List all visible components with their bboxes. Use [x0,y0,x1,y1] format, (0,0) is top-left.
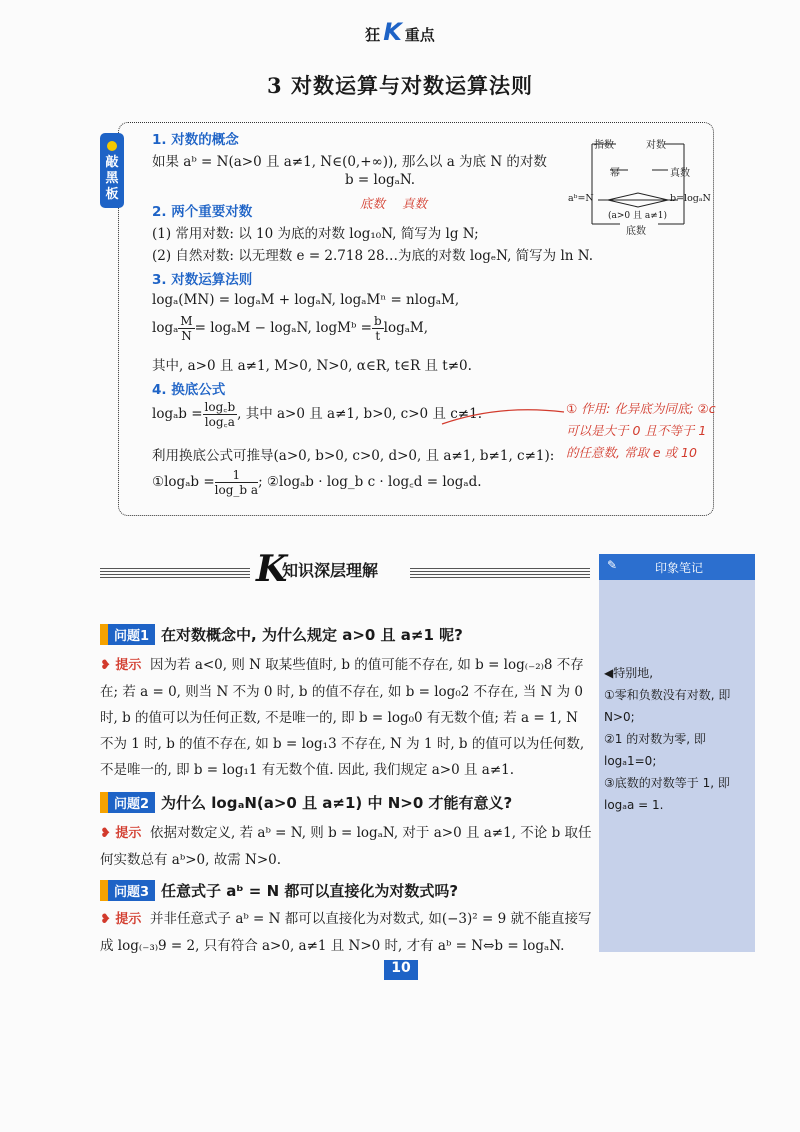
diagram-condition: (a>0 且 a≠1) [608,211,668,221]
tip-label: 提示 [115,912,142,927]
tip-label: 提示 [115,658,142,673]
s2-common-log: (1) 常用对数: 以 10 为底的对数 log₁₀N, 简写为 lg N; [152,226,479,242]
note-line-3: ②1 的对数为零, 即 logₐ1=0; [604,732,706,768]
s3-rule2: logₐ $\frac{M}{N}= \log_aM - \log_aN$, logMᵇ = $\frac{b}{t}\log_aM$, [152,314,429,343]
s3-rule1: logₐ(MN) = logₐM + logₐN, logₐMⁿ = nlogₐM, [152,292,460,308]
question-2 [100,792,512,813]
notes-content [604,662,750,816]
question-1-tag: 问题1 [100,624,155,645]
answer-2 [100,820,594,873]
question-2-text: 为什么 logₐN(a>0 且 a≠1) 中 N>0 才能有意义? [161,794,513,812]
s4-derivation-intro: 利用换底公式可推导(a>0, b>0, c>0, d>0, 且 a≠1, b≠1, c≠1): [152,448,555,464]
diagram-exponent: 指数 [594,140,614,151]
diagram-base: 底数 [626,226,646,237]
question-2-tag: 问题2 [100,792,155,813]
s1-line1: 如果 aᵇ = N(a>0 且 a≠1, N∈(0,+∞)), 那么以 a 为底 N 的对数 [152,154,547,170]
tip-icon: ❥ [100,658,116,673]
note-line-1: ◀特别地, [604,666,654,680]
section-1-heading: 1. 对数的概念 [152,132,239,148]
s4-derived-formulas: ①logₐb = $\frac{1}{\text{log\_b a}}$; ②logₐb · log_b c · log꜀d = logₐd. [152,468,482,497]
tip-icon: ❥ [100,826,116,841]
tag-dot-icon [107,141,117,151]
question-3-tag: 问题3 [100,880,155,901]
diagram-left-formula: aᵇ=N [568,193,594,204]
s3-conditions: 其中, a>0 且 a≠1, M>0, N>0, α∈R, t∈R 且 t≠0. [152,358,472,374]
s2-natural-log: (2) 自然对数: 以无理数 e = 2.718 28…为底的对数 logₑN, 简写为 ln N. [152,248,594,264]
tip-icon: ❥ [100,912,116,927]
note-connector [440,400,570,430]
section-3-heading: 3. 对数运算法则 [152,272,253,288]
answer-1 [100,652,594,783]
diagram-power: 幂 [610,168,620,179]
question-1-text: 在对数概念中, 为什么规定 a>0 且 a≠1 呢? [161,626,463,644]
banner-k-logo: K [256,548,288,590]
header-text-2: 重点 [404,26,435,44]
notes-sidebar-header [599,554,755,580]
section-2-heading: 2. 两个重要对数 [152,204,253,220]
note-antilog: 真数 [402,196,428,211]
handwritten-note: ① 作用: 化异底为同底; ②c 可以是大于 0 且不等于 1 的任意数, 常取 e 或 10 [566,401,716,460]
diagram-antilog: 真数 [670,168,690,179]
header-k-logo: K [383,18,402,46]
answer-1-body: 因为若 a<0, 则 N 取某些值时, b 的值可能不存在, 如 b = log₍₋₂₎8 不存在; 若 a = 0, 则当 N 不为 0 时, b 的值不存在, 如 b = log₀2 不存在, 当 N 为 0 时, b 的值可以为任何正数, 不是唯一的, 即 b = log₀0 有无数个值; 若 a = 1, N 不为 1 时, b 的值不存在, 如 b = log₁3 不存在, N 为 1 时, b 的值可以为任何数, 不是唯一的, 即 b = log₁1 有无数个值. 因此, 我们规定 a>0 且 a≠1. [100,657,585,778]
s4-change-of-base: logₐb = $\frac{\log꜀b}{\log꜀a}$, 其中 a>0 且 a≠1, b>0, c>0 且 c≠1. [152,400,482,429]
answer-3-body: 并非任意式子 aᵇ = N 都可以直接化为对数式, 如(−3)² = 9 就不能直接写成 log₍₋₃₎9 = 2, 只有符合 a>0, a≠1 且 N>0 时, 才有 aᵇ = N⇔b = logₐN. [100,911,592,954]
running-header [0,18,800,46]
answer-3 [100,906,594,959]
question-3-text: 任意式子 aᵇ = N 都可以直接化为对数式吗? [161,882,459,900]
section-banner [100,548,594,592]
note-line-2: ①零和负数没有对数, 即 N>0; [604,688,731,724]
notes-title: 印象笔记 [655,561,704,575]
key-points-tag: 敲 黑 板 [100,133,124,208]
banner-label: 知识深层理解 [282,561,379,580]
header-text-1: 狂 [365,26,381,44]
notes-logo-icon: ✎ [607,558,618,572]
page-number: 10 [384,960,418,980]
tip-label: 提示 [115,826,142,841]
s1-line2: b = logₐN. [345,172,416,188]
question-1 [100,624,463,645]
diagram-logarithm: 对数 [646,140,666,151]
note-base: 底数 [360,196,386,211]
question-3 [100,880,458,901]
diagram-right-formula: b=logₐN [670,193,711,204]
answer-2-body: 依据对数定义, 若 aᵇ = N, 则 b = logₐN, 对于 a>0 且 a≠1, 不论 b 取任何实数总有 aᵇ>0, 故需 N>0. [100,825,592,868]
section-4-heading: 4. 换底公式 [152,382,226,398]
page-title: 3 对数运算与对数运算法则 [267,73,533,98]
note-line-4: ③底数的对数等于 1, 即 logₐa = 1. [604,776,730,812]
